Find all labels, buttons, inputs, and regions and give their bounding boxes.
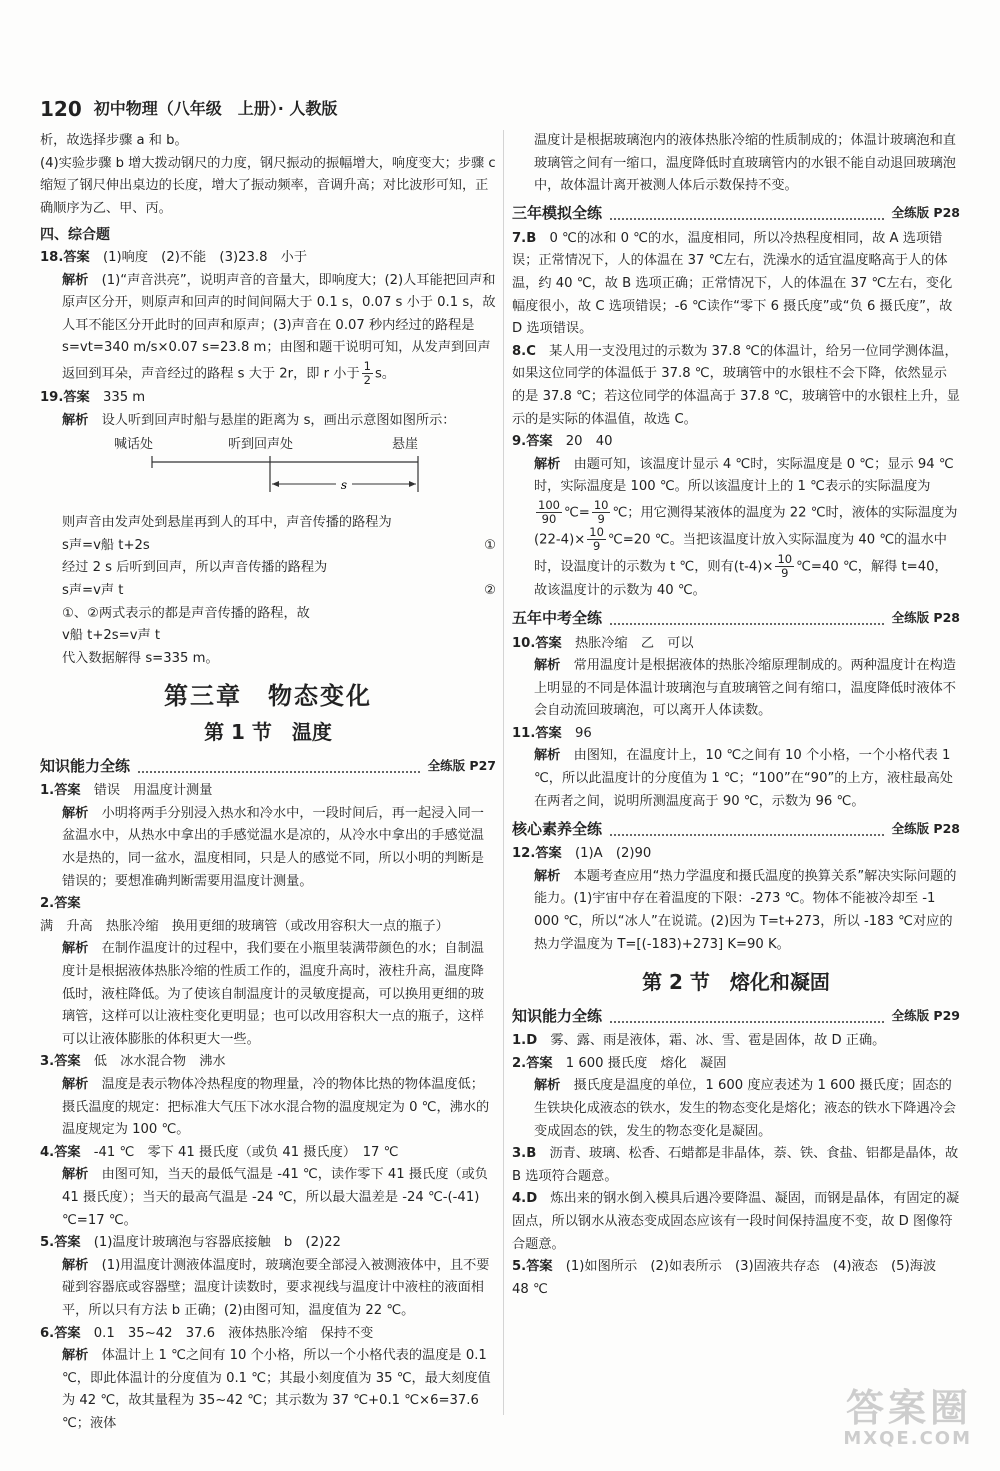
- section-bar: [40, 754, 496, 778]
- continued-text: 温度计是根据玻璃泡内的液体热胀冷缩的性质制成的；体温计玻璃泡和直玻璃管之间有一缩口，温度降低时直玻璃管内的水银不能自动退回玻璃泡中，故体温计离开被测人体后示数保持不变。: [534, 133, 956, 194]
- explanation-label: 解析: [62, 272, 89, 288]
- answer-item-19: [40, 387, 496, 670]
- explanation-text: 体温计上 1 ℃之间有 10 个小格，所以一个小格代表的温度是 0.1 ℃，即此体温计的分度值为 0.1 ℃；其最小刻度值为 35 ℃，最大刻度值为 42 ℃，故其量程为 35~42 ℃；其示数为 37 ℃+0.1 ℃×6=37.6 ℃；液体: [62, 1348, 491, 1431]
- equation-1: s声=v船 t+2s ①: [62, 537, 496, 553]
- explanation-text: 设人听到回声时船与悬崖的距离为 s，画出示意图如图所示：: [101, 412, 456, 428]
- answer-item-s2-4: 4.D 炼出来的钢水倒入模具后遇冷要降温、凝固，而钢是晶体，有固定的凝固点，所以钢水从液态变成固态应该有一段时间保持温度不变，故 D 图像符合题意。: [512, 1191, 960, 1252]
- answer-item-18: 18.答案 (1)响度 (2)不能 (3)23.8 小于 解析 (1)“声音洪亮”，说明声音的音量大，即响度大；(2)人耳能把回声和原声区分开，则原声和回声的时间间隔大于 0.1 s，0.07 s 小于 0.1 s，故人耳不能区分开此时的回声和原声；(3)声音在 0.07 秒内经过的路程是 s=vt=340 m/s×0.07 s=23.8 m；由图和题干说明可知，从发声到回声返回到耳朵，声音经过的路程 s 大于 2r，即 r 小于 $\frac{1}{2}$ s。: [40, 249, 496, 387]
- answer-text: 0.1 35~42 37.6 液体热胀冷缩 保持不变: [93, 1325, 374, 1341]
- explanation-label: 解析: [62, 941, 89, 957]
- distance-label-s: s: [340, 478, 348, 493]
- answer-label: C: [526, 343, 536, 359]
- answer-label: 答案: [63, 249, 90, 265]
- watermark-url: MXQE.COM: [843, 1428, 972, 1449]
- answer-item-11: 11.答案 96 解析 由图知，在温度计上，10 ℃之间有 10 个小格，一个小格代表 1 ℃，所以此温度计的分度值为 1 ℃；“100”在“90”的上方，液柱最高处在两者之间，说明所测温度高于 90 ℃，示数为 96 ℃。: [512, 725, 953, 809]
- dotted-leader: [610, 823, 884, 836]
- answer-label: D: [526, 1191, 538, 1207]
- explanation-text: 沥青、玻璃、松香、石蜡都是非晶体，萘、铁、食盐、铝都是晶体，故 B 选项符合题意。: [512, 1146, 959, 1184]
- explanation-text: 某人用一支没甩过的示数为 37.8 ℃的体温计，给另一位同学测体温，如果这位同学的体温低于 37.8 ℃，玻璃管中的水银柱不会下降，依然显示的是 37.8 ℃；若这位同学的体温高于 37.8 ℃，玻璃管中的水银柱上升，显示的是实际的体温值，故选 C。: [512, 343, 960, 427]
- explanation-text: 0 ℃的冰和 0 ℃的水，温度相同，所以冷热程度相同，故 A 选项错误；正常情况下，人的体温在 37 ℃左右，洗澡水的适宜温度略高于人的体温，约 40 ℃，故 B 选项正确；正常情况下，人的体温在 37 ℃左右，变化幅度很小，故 C 选项错误；-6 ℃读作“零下 6 摄氏度”或“负 6 摄氏度”，故 D 选项错误。: [512, 230, 953, 337]
- answer-text: (1)如图所示 (2)如表所示 (3)固液共存态 (4)液态 (5)海波 48 ℃: [512, 1259, 950, 1297]
- explanation-text: 摄氏度是温度的单位，1 600 度应表述为 1 600 摄氏度；固态的生铁块化成液态的铁水，发生的物态变化是熔化；液态的铁水下降遇冷会变成固态的铁，发生的物态变化是凝固。: [534, 1078, 956, 1139]
- answer-item-12: 12.答案 (1)A (2)90 解析 本题考查应用“热力学温度和摄氏温度的换算关系”解决实际问题的能力。(1)宇宙中存在着温度的下限：-273 ℃。物体不能被冷却至 -1 000 ℃，所以“冰人”在说谎。(2)因为 T=t+273，所以 -183 ℃对应的热力学温度为 T=[(-183)+273] K=90 K。: [512, 846, 957, 952]
- arrow-head-right: [409, 481, 416, 487]
- answer-item-7: 7.B 0 ℃的冰和 0 ℃的水，温度相同，所以冷热程度相同，故 A 选项错误；正常情况下，人的体温在 37 ℃左右，洗澡水的适宜温度略高于人的体温，约 40 ℃，故 B 选项正确；正常情况下，人的体温在 37 ℃左右，变化幅度很小，故 C 选项错误；-6 ℃读作“零下 6 摄氏度”或“负 6 摄氏度”，故 D 选项错误。: [512, 230, 953, 337]
- explanation-label: 解析: [62, 1348, 89, 1364]
- fraction: $\frac{10}{9}$: [777, 551, 793, 580]
- answer-label: 答案: [535, 846, 562, 862]
- answer-label: 答案: [535, 635, 562, 651]
- answer-item-6: 6.答案 0.1 35~42 37.6 液体热胀冷缩 保持不变 解析 体温计上 1 ℃之间有 10 个小格，所以一个小格代表的温度是 0.1 ℃，即此体温计的分度值为 0.1 ℃；其最小刻度值为 35 ℃，最大刻度值为 42 ℃，故其量程为 35~42 ℃；其示数为 37 ℃+0.1 ℃×6=37.6 ℃；液体: [40, 1325, 491, 1431]
- explanation-label: 解析: [534, 748, 561, 764]
- answer-text: 满 升高 热胀冷缩 换用更细的玻璃管（或改用容积大一点的瓶子）: [40, 918, 449, 934]
- answer-label: 答案: [526, 1055, 553, 1071]
- explanation-label: 解析: [534, 868, 561, 884]
- answer-item-9: 9.答案 20 40 解析 由题可知，该温度计显示 4 ℃时，实际温度是 0 ℃；显示 94 ℃时，实际温度是 100 ℃。所以该温度计上的 1 ℃表示的实际温度为 $\frac{100}{90}$ ℃= $\frac{10}{9}$ ℃；用它测得某液体的温度为 22 ℃时，液体的实际温度为(22-4)× $\frac{10}{9}$ ℃=20 ℃。当把该温度计放入实际温度为 40 ℃的温水中时，设温度计的示数为 t ℃，则有(t-4)× $\frac{10}{9}$ ℃=40 ℃，解得 t=40，故该温度计的示数为 40 ℃。: [512, 434, 958, 598]
- explanation-line: v船 t+2s=v声 t: [62, 628, 161, 644]
- chapter-title: 第三章 物态变化: [164, 682, 372, 711]
- echo-diagram: [40, 434, 496, 506]
- answer-label: 答案: [54, 896, 81, 912]
- explanation-text: 炼出来的钢水倒入模具后遇冷要降温、凝固，而钢是晶体，有固定的凝固点，所以钢水从液态变成固态应该有一段时间保持温度不变，故 D 图像符合题意。: [512, 1191, 960, 1252]
- answer-item-s2-2: 2.答案 1 600 摄氏度 熔化 凝固 解析 摄氏度是温度的单位，1 600 度应表述为 1 600 摄氏度；固态的生铁块化成液态的铁水，发生的物态变化是熔化；液态的铁水下降遇冷会变成固态的铁，发生的物态变化是凝固。: [512, 1055, 956, 1139]
- explanation-text: (1)“声音洪亮”，说明声音的音量大，即响度大；(2)人耳能把回声和原声区分开，则原声和回声的时间间隔大于 0.1 s，0.07 s 小于 0.1 s，故人耳不能区分开此时的回声和原声；(3)声音在 0.07 秒内经过的路程是 s=vt=340 m/s×0.07 s=23.8 m；由图和题干说明可知，从发声到回声返回到耳朵，声音经过的路程 s 大于 2r，即 r 小于: [62, 272, 496, 382]
- explanation-line: 则声音由发声处到悬崖再到人的耳中，声音传播的路程为: [62, 515, 392, 531]
- fraction: $\frac{10}{9}$: [589, 524, 604, 553]
- answer-text: 错误 用温度计测量: [93, 783, 213, 799]
- section-bar-ref: 全练版 P28: [891, 610, 960, 626]
- dotted-leader: [138, 760, 420, 773]
- explanation-text: 常用温度计是根据液体的热胀冷缩原理制成的。两种温度计在构造上明显的不同是体温计玻璃泡与直玻璃管之间有缩口，温度降低时液体不会自动流回玻璃泡，可以离开人体读数。: [534, 658, 956, 719]
- explanation-line: 代入数据解得 s=335 m。: [62, 650, 219, 666]
- intro-text: (4)实验步骤 b 增大拨动钢尺的力度，钢尺振动的振幅增大，响度变大；步骤 c 缩短了钢尺伸出桌边的长度，增大了振动频率，音调升高；对比波形可知，正确顺序为乙、甲、丙。: [40, 155, 496, 216]
- explanation-label: 解析: [62, 412, 89, 428]
- section-bar-title: 知识能力全练: [40, 756, 131, 775]
- explanation-label: 解析: [534, 658, 561, 674]
- explanation-line: ①、②两式表示的都是声音传播的路程，故: [62, 605, 310, 621]
- section-bar: [512, 817, 960, 841]
- answer-label: B: [526, 230, 537, 246]
- diagram-label-cliff: 悬崖: [392, 437, 419, 453]
- question-number: 18.: [40, 249, 64, 265]
- answer-text: (1)温度计玻璃泡与容器底接触 b (2)22: [93, 1235, 341, 1251]
- explanation-label: 解析: [534, 456, 561, 472]
- explanation-line: 经过 2 s 后听到回声，所以声音传播的路程为: [62, 560, 328, 576]
- answer-label: 答案: [526, 434, 553, 450]
- explanation-text: 由图可知，当天的最低气温是 -41 ℃，读作零下 41 摄氏度（或负 41 摄氏度）；当天的最高气温是 -24 ℃，所以最大温差是 -24 ℃-(-41) ℃=17 ℃。: [62, 1167, 488, 1228]
- fraction: $\frac{100}{90}$: [538, 497, 560, 526]
- dotted-leader: [610, 1010, 884, 1023]
- section-bar: [512, 202, 960, 226]
- section-bar-ref: 全练版 P28: [891, 820, 960, 836]
- answer-text: 热胀冷缩 乙 可以: [574, 635, 694, 651]
- echo-diagram-svg: [40, 434, 496, 506]
- answer-item-5: 5.答案 (1)温度计玻璃泡与容器底接触 b (2)22 解析 (1)用温度计测液体温度时，玻璃泡要全部浸入被测液体中，且不要碰到容器底或容器壁；温度计读数时，要求视线与温度计中液柱的液面相平，所以只有方法 b 正确；(2)由图可知，温度值为 22 ℃。: [40, 1235, 490, 1318]
- fraction: $\frac{1}{2}$: [363, 358, 371, 387]
- answer-text: (1)响度 (2)不能 (3)23.8 小于: [102, 249, 308, 265]
- answer-text: 335 m: [102, 389, 146, 405]
- dotted-leader: [610, 612, 884, 625]
- section-title: 第 1 节 温度: [204, 720, 332, 745]
- explanation-label: 解析: [62, 805, 89, 821]
- explanation-label: 解析: [534, 1078, 561, 1094]
- answer-text: 20 40: [565, 434, 613, 450]
- watermark-logo-text: 答案圈: [845, 1386, 972, 1430]
- section-bar-title: 核心素养全练: [512, 819, 603, 838]
- site-watermark: [843, 1387, 972, 1449]
- answer-item-8: 8.C 某人用一支没甩过的示数为 37.8 ℃的体温计，给另一位同学测体温，如果这位同学的体温低于 37.8 ℃，玻璃管中的水银柱不会下降，依然显示的是 37.8 ℃；若这位同学的体温高于 37.8 ℃，玻璃管中的水银柱上升，显示的是实际的体温值，故选 C。: [512, 343, 960, 427]
- answer-item-s2-3: 3.B 沥青、玻璃、松香、石蜡都是非晶体，萘、铁、食盐、铝都是晶体，故 B 选项符合题意。: [512, 1146, 959, 1184]
- answer-label: 答案: [63, 389, 90, 405]
- explanation-label: 解析: [62, 1167, 89, 1183]
- explanation-text: 由图知，在温度计上，10 ℃之间有 10 个小格，一个小格代表 1 ℃，所以此温度计的分度值为 1 ℃；“100”在“90”的上方，液柱最高处在两者之间，说明所测温度高于 90 ℃，示数为 96 ℃。: [534, 748, 953, 809]
- explanation-text: 小明将两手分别浸入热水和冷水中，一段时间后，再一起浸入同一盆温水中，从热水中拿出的手感觉温水是凉的，从冷水中拿出的手感觉温水是热的，同一盆水，温度相同，只是人的感觉不同，所以小明的判断是错误的；要想准确判断需要用温度计测量。: [62, 805, 484, 889]
- section-bar-ref: 全练版 P27: [427, 757, 496, 773]
- section-bar: [512, 607, 960, 631]
- answer-label: B: [526, 1146, 537, 1162]
- answer-label: 答案: [526, 1259, 553, 1275]
- page-number: 120: [40, 96, 82, 121]
- answer-text: 1 600 摄氏度 熔化 凝固: [565, 1055, 727, 1071]
- answer-label: 答案: [54, 1235, 81, 1251]
- answer-item-3: 3.答案 低 冰水混合物 沸水 解析 温度是表示物体冷热程度的物理量，冷的物体比热的物体温度低；摄氏温度的规定：把标准大气压下冰水混合物的温度规定为 0 ℃，沸水的温度规定为 100 ℃。: [40, 1054, 490, 1138]
- answer-label: 答案: [54, 1144, 81, 1160]
- fraction: $\frac{10}{9}$: [593, 497, 609, 526]
- answer-label: 答案: [54, 783, 81, 799]
- answer-item-1: 1.答案 错误 用温度计测量 解析 小明将两手分别浸入热水和冷水中，一段时间后，再一起浸入同一盆温水中，从热水中拿出的手感觉温水是凉的，从冷水中拿出的手感觉温水是热的，同一盆水，温度相同，只是人的感觉不同，所以小明的判断是错误的；要想准确判断需要用温度计测量。: [40, 783, 484, 889]
- page-header: [40, 96, 337, 122]
- question-number: 19.: [40, 389, 64, 405]
- explanation-text: 温度是表示物体冷热程度的物理量，冷的物体比热的物体温度低；摄氏温度的规定：把标准大气压下冰水混合物的温度规定为 0 ℃，沸水的温度规定为 100 ℃。: [62, 1077, 490, 1138]
- answer-item-s2-5: 5.答案 (1)如图所示 (2)如表所示 (3)固液共存态 (4)液态 (5)海波 48 ℃: [512, 1259, 950, 1297]
- explanation-text: 在制作温度计的过程中，我们要在小瓶里装满带颜色的水；自制温度计是根据液体热胀冷缩的性质工作的，温度升高时，液柱升高，温度降低时，液柱降低。为了使该自制温度计的灵敏度提高，可以换用更细的玻璃管，这样可以让液柱变化更明显；也可以改用容积大一点的瓶子，这样可以让液体膨胀的体积更大一些。: [62, 941, 484, 1047]
- answer-text: 低 冰水混合物 沸水: [93, 1054, 226, 1070]
- answer-text: -41 ℃ 零下 41 摄氏度（或负 41 摄氏度） 17 ℃: [93, 1144, 399, 1160]
- section-bar-ref: 全练版 P29: [891, 1007, 960, 1023]
- answer-text: (1)A (2)90: [574, 846, 652, 862]
- answer-item-s2-1: 1.D 雾、露、雨是液体，霜、冰、雪、雹是固体，故 D 正确。: [512, 1033, 886, 1049]
- left-column: [40, 130, 496, 1436]
- section-bar: [512, 1004, 960, 1028]
- diagram-label-shout: 喊话处: [114, 437, 154, 453]
- intro-text: 析，故选择步骤 a 和 b。: [40, 133, 188, 148]
- section-bar-title: 五年中考全练: [512, 609, 603, 628]
- explanation-text: 本题考查应用“热力学温度和摄氏温度的换算关系”解决实际问题的能力。(1)宇宙中存在着温度的下限：-273 ℃。物体不能被冷却至 -1 000 ℃，所以“冰人”在说谎。(2)因为 T=t+273，所以 -183 ℃对应的热力学温度为 T=[(-183)+273] K=90 K。: [534, 868, 957, 952]
- answer-label: D: [526, 1033, 538, 1049]
- explanation-label: 解析: [62, 1257, 89, 1273]
- explanation-label: 解析: [62, 1077, 89, 1092]
- answer-item-4: 4.答案 -41 ℃ 零下 41 摄氏度（或负 41 摄氏度） 17 ℃ 解析 由图可知，当天的最低气温是 -41 ℃，读作零下 41 摄氏度（或负 41 摄氏度）；当天的最高气温是 -24 ℃，所以最大温差是 -24 ℃-(-41) ℃=17 ℃。: [40, 1144, 488, 1228]
- dotted-leader: [610, 207, 884, 220]
- answer-label: 答案: [54, 1325, 81, 1341]
- answer-label: 答案: [54, 1054, 81, 1070]
- section-title: 第 2 节 熔化和凝固: [642, 970, 830, 995]
- answer-item-2: 2.答案 满 升高 热胀冷缩 换用更细的玻璃管（或改用容积大一点的瓶子） 解析 在制作温度计的过程中，我们要在小瓶里装满带颜色的水；自制温度计是根据液体热胀冷缩的性质工作的，温度升高时，液柱升高，温度降低时，液柱降低。为了使该自制温度计的灵敏度提高，可以换用更细的玻璃管，这样可以让液柱变化更明显；也可以改用容积大一点的瓶子，这样可以让液体膨胀的体积更大一些。: [40, 896, 484, 1047]
- part-heading: 四、综合题: [40, 227, 110, 244]
- right-column: [512, 130, 960, 1301]
- answer-label: 答案: [535, 725, 562, 741]
- answer-item-10: 10.答案 热胀冷缩 乙 可以 解析 常用温度计是根据液体的热胀冷缩原理制成的。两种温度计在构造上明显的不同是体温计玻璃泡与直玻璃管之间有缩口，温度降低时液体不会自动流回玻璃泡，可以离开人体读数。: [512, 635, 956, 719]
- arrow-head-left: [272, 481, 279, 487]
- explanation-text: 雾、露、雨是液体，霜、冰、雪、雹是固体，故 D 正确。: [550, 1033, 886, 1049]
- answer-text: 96: [574, 725, 592, 741]
- explanation-text: (1)用温度计测液体温度时，玻璃泡要全部浸入被测液体中，且不要碰到容器底或容器壁；温度计读数时，要求视线与温度计中液柱的液面相平，所以只有方法 b 正确；(2)由图可知，温度值为 22 ℃。: [62, 1257, 490, 1318]
- diagram-label-echo: 听到回声处: [228, 437, 294, 453]
- column-divider: [503, 130, 504, 1415]
- book-title: 初中物理（八年级 上册）· 人教版: [93, 98, 338, 118]
- section-bar-title: 知识能力全练: [512, 1006, 603, 1025]
- section-bar-title: 三年模拟全练: [512, 204, 603, 223]
- equation-2: s声=v声 t ②: [62, 582, 496, 598]
- section-bar-ref: 全练版 P28: [891, 205, 960, 221]
